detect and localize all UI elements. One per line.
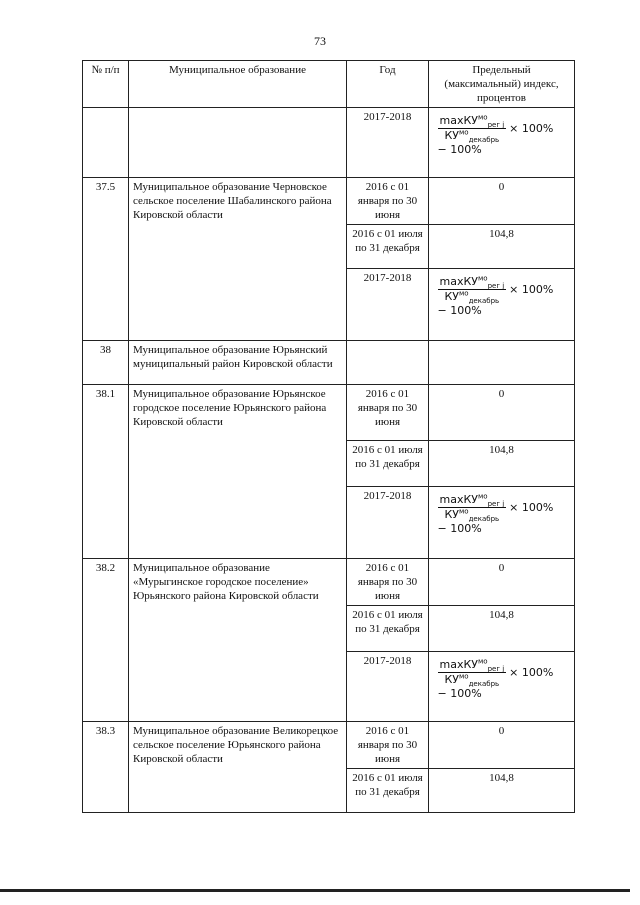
cell-index: 104,8 [429, 769, 575, 813]
cell-index: 0 [429, 178, 575, 225]
index-formula: $\frac{\max КУ^{мо}_{рег j}}{КУ^{мо}_{декабрь}}$ × 100% − 100% [437, 657, 554, 700]
table-row [83, 722, 575, 769]
cell-year: 2017-2018 [347, 108, 429, 178]
cell-num: 38 [83, 341, 129, 385]
cell-municipality: Муниципальное образование Юрьянский муниципальный район Кировской области [129, 341, 347, 385]
cell-year: 2016 с 01 июля по 31 декабря [347, 606, 429, 652]
cell-municipality [129, 108, 347, 178]
tariff-index-table [82, 60, 575, 813]
cell-year: 2017-2018 [347, 487, 429, 559]
cell-num: 37.5 [83, 178, 129, 341]
table-row [83, 559, 575, 606]
table-row [83, 178, 575, 225]
cell-num: 38.1 [83, 385, 129, 559]
table-header-row [83, 61, 575, 108]
footer-divider [0, 889, 630, 892]
cell-municipality: Муниципальное образование Великорецкое сельское поселение Юрьянского района Кировской области [129, 722, 347, 813]
cell-year [347, 341, 429, 385]
cell-year: 2016 с 01 января по 30 июня [347, 385, 429, 441]
header-index: Предельный (максимальный) индекс, процентов [429, 61, 575, 108]
cell-num [83, 108, 129, 178]
cell-index-formula [429, 269, 575, 341]
cell-index: 0 [429, 559, 575, 606]
table-row [83, 108, 575, 178]
cell-year: 2016 с 01 июля по 31 декабря [347, 769, 429, 813]
index-formula: $\frac{\max КУ^{мо}_{рег j}}{КУ^{мо}_{декабрь}}$ × 100% − 100% [437, 492, 554, 535]
table-row [83, 341, 575, 385]
cell-municipality: Муниципальное образование Черновское сельское поселение Шабалинского района Кировской области [129, 178, 347, 341]
header-municipality: Муниципальное образование [129, 61, 347, 108]
cell-num: 38.2 [83, 559, 129, 722]
header-year: Год [347, 61, 429, 108]
table-row [83, 385, 575, 441]
cell-index-formula [429, 652, 575, 722]
cell-year: 2017-2018 [347, 269, 429, 341]
cell-index: 0 [429, 722, 575, 769]
cell-municipality: Муниципальное образование Юрьянское городское поселение Юрьянского района Кировской области [129, 385, 347, 559]
cell-index: 104,8 [429, 441, 575, 487]
cell-year: 2016 с 01 июля по 31 декабря [347, 225, 429, 269]
cell-year: 2016 с 01 января по 30 июня [347, 722, 429, 769]
cell-index-formula [429, 108, 575, 178]
cell-index: 0 [429, 385, 575, 441]
cell-index-formula [429, 487, 575, 559]
cell-index: 104,8 [429, 606, 575, 652]
cell-year: 2016 с 01 июля по 31 декабря [347, 441, 429, 487]
cell-year: 2016 с 01 января по 30 июня [347, 559, 429, 606]
cell-index: 104,8 [429, 225, 575, 269]
cell-year: 2017-2018 [347, 652, 429, 722]
index-formula: $\frac{\max КУ^{мо}_{рег j}}{КУ^{мо}_{декабрь}}$ × 100% − 100% [437, 274, 554, 317]
header-num: № п/п [83, 61, 129, 108]
cell-num: 38.3 [83, 722, 129, 813]
page-number: 73 [314, 34, 326, 48]
index-formula: $\frac{\max КУ^{мо}_{рег j}}{КУ^{мо}_{декабрь}}$ × 100% − 100% [437, 113, 554, 156]
cell-year: 2016 с 01 января по 30 июня [347, 178, 429, 225]
cell-municipality: Муниципальное образование «Мурыгинское городское поселение» Юрьянского района Кировской области [129, 559, 347, 722]
cell-index [429, 341, 575, 385]
